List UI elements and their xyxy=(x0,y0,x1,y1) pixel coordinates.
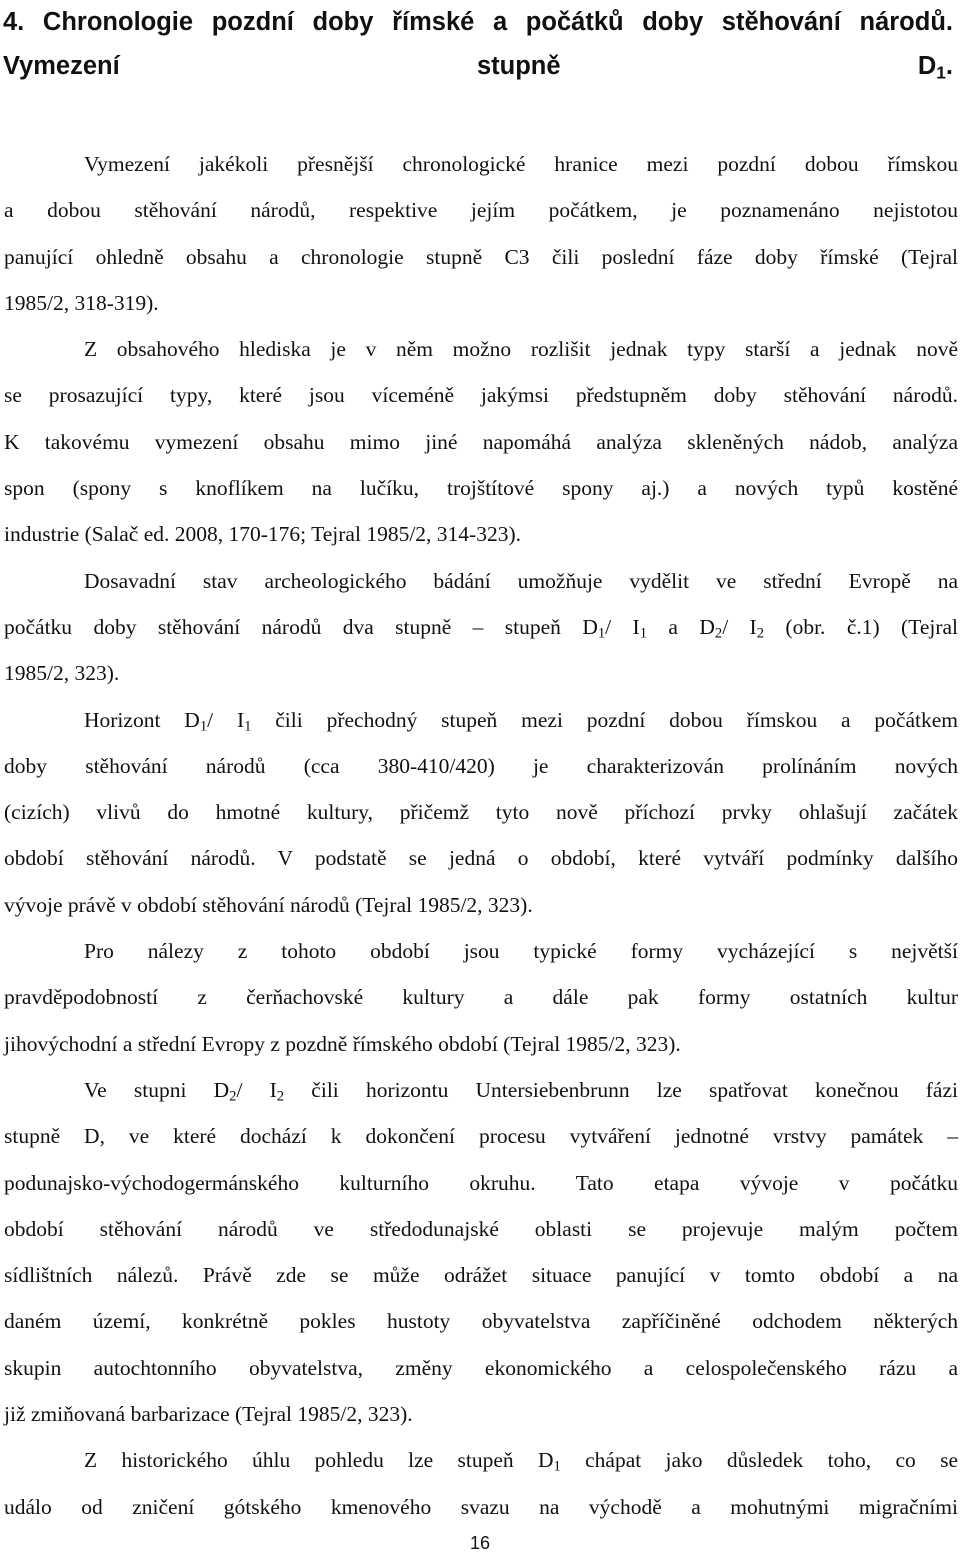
text-run: chápat jako důsledek toho, co se xyxy=(560,1448,958,1473)
text-line: stupně D, ve které dochází k dokončení procesu vytváření jednotné vrstvy památek – xyxy=(4,1124,958,1149)
text-run: a D xyxy=(647,614,715,639)
text-line: a dobou stěhování národů, respektive jejím počátkem, je poznamenáno nejistotou xyxy=(4,198,958,223)
text-line: industrie (Salač ed. 2008, 170-176; Tejral 1985/2, 314-323). xyxy=(4,522,521,547)
text-run: / I xyxy=(207,707,245,732)
text-line: daném území, konkrétně pokles hustoty obyvatelstva zapříčiněné odchodem některých xyxy=(4,1309,958,1334)
text-line: doby stěhování národů (cca 380-410/420) je charakterizován prolínáním nových xyxy=(4,753,958,778)
text-run: čili horizontu Untersiebenbrunn lze spatřovat konečnou fázi xyxy=(284,1077,958,1102)
text-run: Horizont D xyxy=(84,707,200,732)
text-line: 1985/2, 318-319). xyxy=(4,290,159,315)
text-line: období stěhování národů ve středodunajské oblasti se projevuje malým počtem xyxy=(4,1216,958,1241)
text-line: vývoje právě v období stěhování národů (Tejral 1985/2, 323). xyxy=(4,892,533,917)
text-line: Vymezení jakékoli přesnější chronologické hranice mezi pozdní dobou římskou xyxy=(84,152,958,176)
text-run: (obr. č.1) (Tejral xyxy=(764,614,959,639)
text-line: 1985/2, 323). xyxy=(4,661,120,686)
body-text xyxy=(4,141,958,1530)
subscript: 2 xyxy=(229,1088,237,1105)
text-run: / I xyxy=(605,614,640,639)
heading-text: . xyxy=(945,52,953,80)
subscript: 1 xyxy=(199,718,208,735)
subscript: 2 xyxy=(276,1088,285,1105)
text-run: Z historického úhlu pohledu lze stupeň D xyxy=(84,1448,554,1473)
paragraph-1 xyxy=(4,141,958,326)
paragraph-5 xyxy=(4,928,958,1067)
text-line: Z obsahového hlediska je v něm možno rozlišit jednak typy starší a jednak nově xyxy=(84,337,958,362)
text-line: událo od zničení gótského kmenového svazu na východě a mohutnými migračními xyxy=(4,1494,958,1519)
heading-line-1: 4. Chronologie pozdní doby římské a počátků doby stěhování národů. xyxy=(3,8,953,36)
subscript: 1 xyxy=(553,1458,561,1475)
text-line xyxy=(4,697,958,743)
text-run: / I xyxy=(722,614,757,639)
subscript: 1 xyxy=(639,625,648,642)
text-line: K takovému vymezení obsahu mimo jiné napomáhá analýza skleněných nádob, analýza xyxy=(4,429,958,454)
text-line xyxy=(4,1067,958,1113)
text-line: období stěhování národů. V podstatě se jedná o období, které vytváří podmínky dalšího xyxy=(4,846,958,871)
subscript: 1 xyxy=(244,718,252,735)
subscript: 2 xyxy=(714,625,723,642)
text-line xyxy=(4,604,958,650)
text-run: / I xyxy=(236,1077,277,1102)
paragraph-4 xyxy=(4,697,958,928)
text-line: pravděpodobností z čerňachovské kultury a dále pak formy ostatních kultur xyxy=(4,985,958,1010)
text-line: (cizích) vlivů do hmotné kultury, přičemž tyto nově příchozí prvky ohlašují začátek xyxy=(4,800,958,825)
heading-text: Vymezení stupně D xyxy=(3,52,937,80)
paragraph-6 xyxy=(4,1067,958,1437)
text-line: Pro nálezy z tohoto období jsou typické formy vycházející s největší xyxy=(84,939,958,964)
chapter-heading xyxy=(3,0,953,88)
text-run: počátku doby stěhování národů dva stupně – stupeň D xyxy=(4,614,598,639)
text-line: již zmiňovaná barbarizace (Tejral 1985/2, 323). xyxy=(4,1402,413,1427)
paragraph-2 xyxy=(4,326,958,557)
paragraph-3 xyxy=(4,558,958,697)
text-line: Dosavadní stav archeologického bádání umožňuje vydělit ve střední Evropě na xyxy=(84,568,958,593)
text-line: panující ohledně obsahu a chronologie stupně C3 čili poslední fáze doby římské (Tejral xyxy=(4,244,958,269)
text-line: se prosazující typy, které jsou víceméně jakýmsi předstupněm doby stěhování národů. xyxy=(4,383,958,408)
subscript: 2 xyxy=(756,625,765,642)
subscript: 1 xyxy=(936,62,946,83)
text-line: spon (spony s knoflíkem na lučíku, trojštítové spony aj.) a nových typů kostěné xyxy=(4,476,958,501)
heading-line-2 xyxy=(3,44,953,88)
text-line: sídlištních nálezů. Právě zde se může odrážet situace panující v tomto období a na xyxy=(4,1263,958,1288)
page-number: 16 xyxy=(469,1533,491,1553)
text-run: čili přechodný stupeň mezi pozdní dobou římskou a počátkem xyxy=(251,707,959,732)
text-line: jihovýchodní a střední Evropy z pozdně římského období (Tejral 1985/2, 323). xyxy=(4,1031,681,1056)
text-line: podunajsko-východogermánského kulturního okruhu. Tato etapa vývoje v počátku xyxy=(4,1170,958,1195)
paragraph-7 xyxy=(4,1437,958,1530)
text-line: skupin autochtonního obyvatelstva, změny ekonomického a celospolečenského rázu a xyxy=(4,1355,958,1380)
subscript: 1 xyxy=(597,625,606,642)
text-run: Ve stupni D xyxy=(84,1077,230,1102)
text-line xyxy=(4,1437,958,1483)
